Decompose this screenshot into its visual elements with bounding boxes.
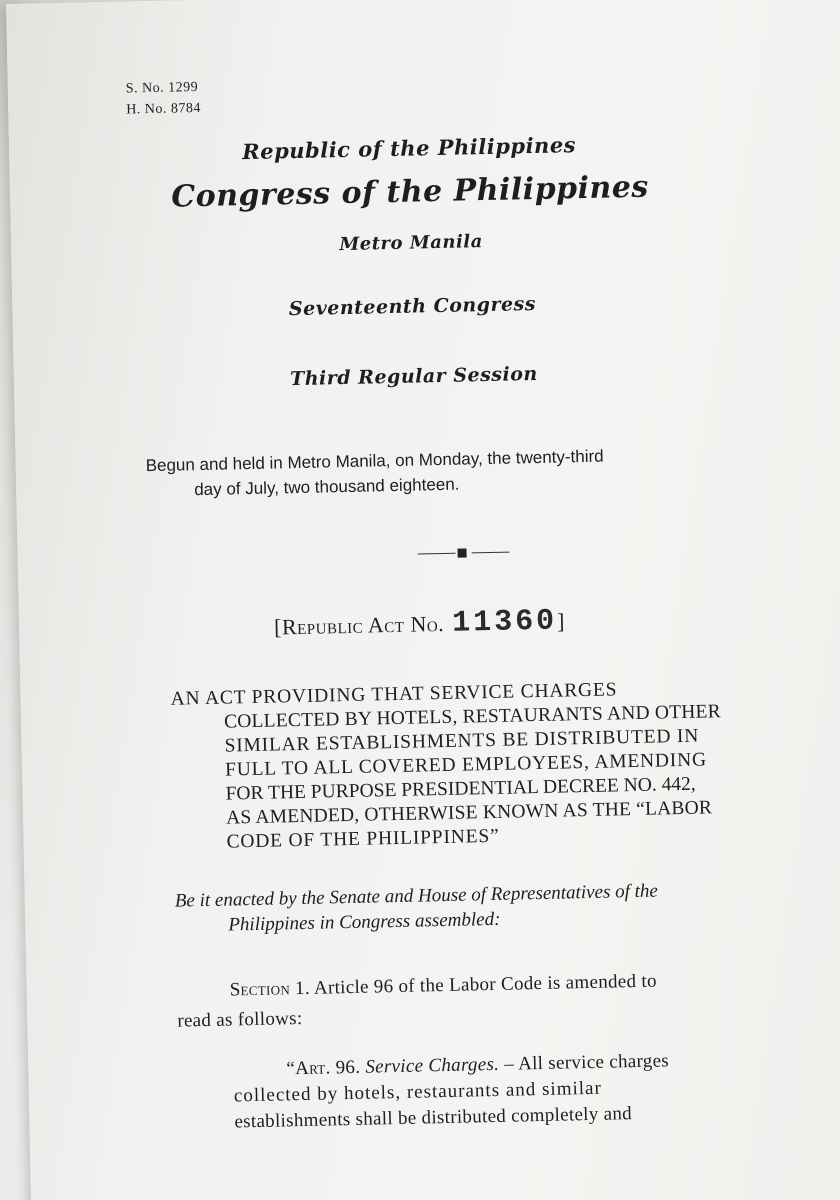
republic-heading: Republic of the Philippines [241, 132, 577, 165]
republic-act-number [274, 604, 566, 644]
divider-right-rule [472, 552, 510, 554]
close-bracket: ] [556, 608, 566, 634]
congress-heading: Congress of the Philippines [170, 169, 650, 215]
act-title-line-3: SIMILAR ESTABLISHMENTS BE DISTRIBUTED IN [224, 725, 700, 757]
section-1-text: Article 96 of the Labor Code is amended to [313, 970, 657, 999]
open-bracket: [ [273, 614, 283, 640]
act-title-line-4: FULL TO ALL COVERED EMPLOYEES, AMENDING [224, 749, 708, 781]
section-1-label: Section 1. [229, 977, 311, 1001]
house-bill-number: H. No. 8784 [126, 100, 202, 118]
article-96-text: – All service charges [504, 1050, 670, 1075]
document-page [6, 0, 840, 1200]
congress-number-heading: Seventeenth Congress [288, 292, 537, 321]
section-divider-ornament [417, 547, 509, 561]
act-number-stamp: 11360 [451, 604, 558, 641]
senate-bill-number: S. No. 1299 [125, 79, 199, 97]
article-96-line-2: collected by hotels, restaurants and similar [233, 1077, 603, 1107]
begun-line-1: Begun and held in Metro Manila, on Monday, the twenty-third [145, 446, 604, 476]
article-96-label: “Art. 96. [286, 1056, 361, 1080]
article-96-line-3: establishments shall be distributed completely and [234, 1103, 633, 1133]
divider-square [458, 548, 467, 557]
begun-line-2: day of July, two thousand eighteen. [194, 474, 460, 500]
act-title-line-6: AS AMENDED, OTHERWISE KNOWN AS THE “LABOR [225, 797, 713, 829]
act-title-line-5: FOR THE PURPOSE PRESIDENTIAL DECREE NO. 442, [225, 773, 696, 805]
republic-act-initial: R [281, 614, 298, 640]
republic-act-label: epublic Act No. [296, 610, 445, 640]
section-1-line-1 [229, 971, 657, 1002]
session-heading: Third Regular Session [289, 362, 538, 391]
city-heading: Metro Manila [339, 231, 484, 256]
act-title-line-7: CODE OF THE PHILIPPINES” [226, 825, 500, 853]
act-title-line-2: COLLECTED BY HOTELS, RESTAURANTS AND OTHER [223, 701, 722, 733]
article-96-heading: Service Charges. [365, 1053, 500, 1078]
enacting-clause-line-2: Philippines in Congress assembled: [228, 908, 501, 936]
enacting-clause-line-1: Be it enacted by the Senate and House of Representatives of the [174, 880, 659, 912]
act-title-line-1: AN ACT PROVIDING THAT SERVICE CHARGES [170, 679, 618, 710]
article-96-line-1 [286, 1050, 669, 1080]
section-1-line-2: read as follows: [177, 1008, 303, 1032]
divider-left-rule [418, 553, 456, 555]
